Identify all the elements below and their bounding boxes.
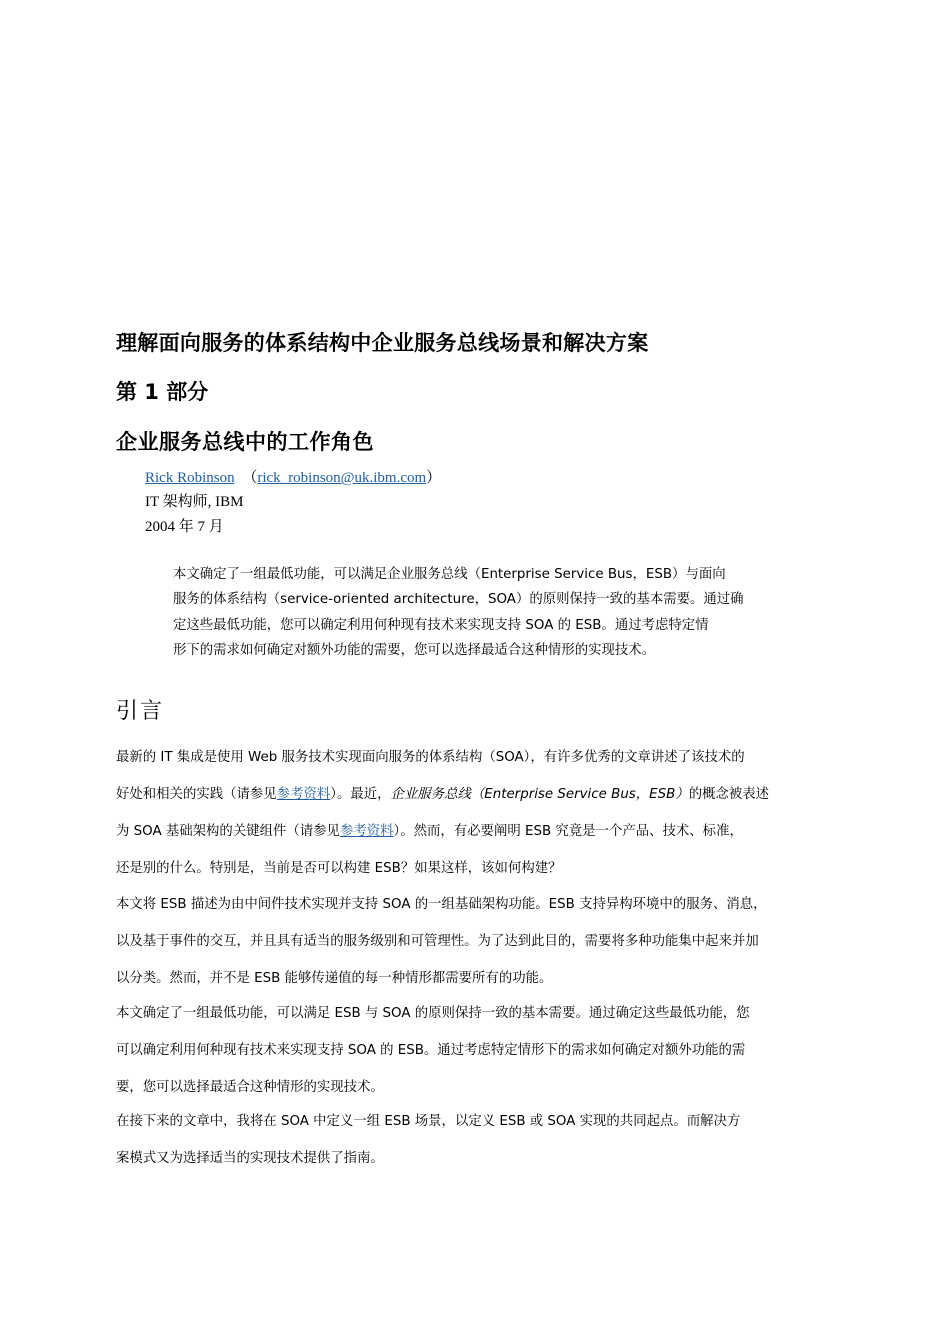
text-line: 要，您可以选择最适合这种情形的实现技术。 [116, 1080, 384, 1095]
italic-term: 企业服务总线（Enterprise Service Bus，ESB） [390, 787, 689, 802]
author-email-link[interactable]: rick_robinson@uk.ibm.com [257, 470, 427, 486]
text-line [116, 820, 743, 839]
text-line: 最新的 IT 集成是使用 Web 服务技术实现面向服务的体系结构（SOA），有许多优秀的文章讲述了该技术的 [116, 750, 745, 765]
part-heading: 第 1 部分 [116, 380, 209, 404]
references-link[interactable]: 参考资料 [339, 824, 394, 839]
text-span: 的概念被表述 [688, 787, 770, 802]
text-span: ）。然而，有必要阐明 ESB 究竟是一个产品、技术、标准， [393, 824, 743, 839]
publish-date: 2004 年 7 月 [145, 519, 224, 535]
references-link[interactable]: 参考资料 [276, 787, 331, 802]
text-line: 在接下来的文章中，我将在 SOA 中定义一组 ESB 场景，以定义 ESB 或 SOA 实现的共同起点。而解决方 [116, 1114, 741, 1129]
abstract [173, 562, 798, 663]
text-line: 案模式又为选择适当的实现技术提供了指南。 [116, 1151, 384, 1166]
abstract-line: 服务的体系结构（service-oriented architecture，SOA）的原则保持一致的基本需要。通过确 [173, 592, 744, 608]
text-span: 为 SOA 基础架构的关键组件（请参见 [116, 824, 340, 839]
text-span: ）。最近， [330, 787, 391, 802]
abstract-line: 本文确定了一组最低功能，可以满足企业服务总线（Enterprise Service Bus，ESB）与面向 [173, 567, 726, 582]
close-paren: ） [426, 470, 442, 486]
article-subtitle: 企业服务总线中的工作角色 [116, 430, 374, 454]
text-line: 本文确定了一组最低功能，可以满足 ESB 与 SOA 的原则保持一致的基本需要。通过确定这些最低功能，您 [116, 1006, 750, 1021]
text-line: 可以确定利用何种现有技术来实现支持 SOA 的 ESB。通过考虑特定情形下的需求如何确定对额外功能的需 [116, 1043, 746, 1058]
text-line: 以及基于事件的交互，并且具有适当的服务级别和可管理性。为了达到此目的，需要将多种功能集中起来并加 [116, 934, 759, 949]
text-span: 好处和相关的实践（请参见 [116, 787, 277, 802]
text-line [116, 783, 769, 802]
author-name-link[interactable]: Rick Robinson [145, 470, 235, 486]
text-line: 还是别的什么。特别是，当前是否可以构建 ESB？如果这样，该如何构建？ [116, 861, 562, 876]
intro-heading: 引言 [116, 699, 165, 724]
abstract-line: 形下的需求如何确定对额外功能的需要，您可以选择最适合这种情形的实现技术。 [173, 642, 656, 658]
article-title: 理解面向服务的体系结构中企业服务总线场景和解决方案 [116, 331, 649, 355]
author-line [145, 466, 441, 487]
text-line: 本文将 ESB 描述为由中间件技术实现并支持 SOA 的一组基础架构功能。ESB 支持异构环境中的服务、消息， [116, 897, 767, 912]
text-line: 以分类。然而，并不是 ESB 能够传递值的每一种情形都需要所有的功能。 [116, 971, 553, 986]
author-role: IT 架构师, IBM [145, 494, 244, 510]
open-paren: （ [242, 470, 258, 486]
abstract-line: 定这些最低功能，您可以确定利用何种现有技术来实现支持 SOA 的 ESB。通过考虑特定情 [173, 617, 709, 633]
